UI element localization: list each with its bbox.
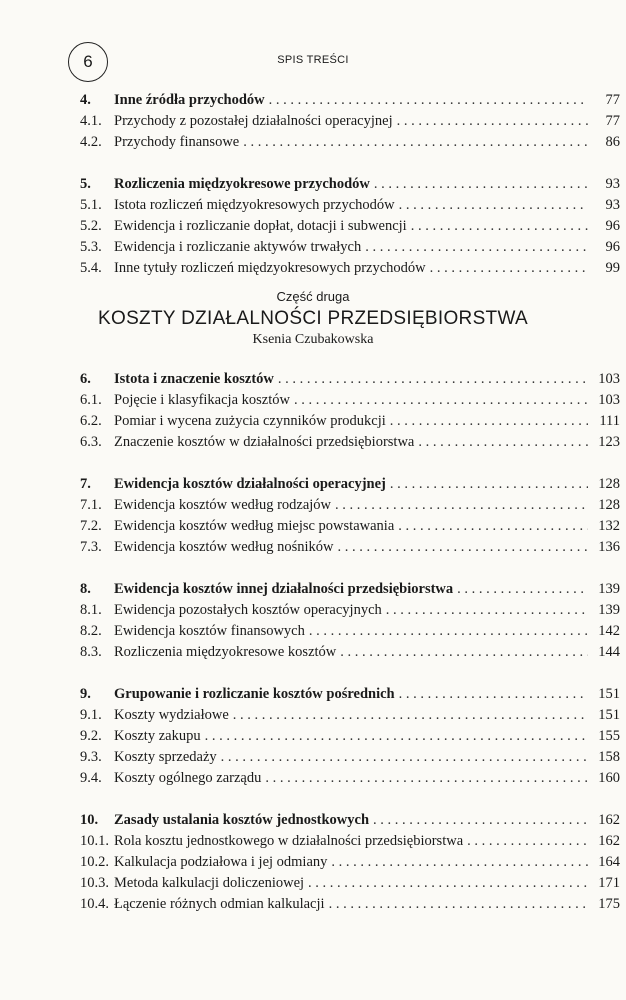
entry-number: 5.4. [80, 260, 102, 276]
entry-page: 151 [598, 707, 620, 723]
dot-leader [335, 495, 588, 516]
entry-page: 86 [605, 134, 620, 150]
entry-page: 93 [605, 176, 620, 192]
toc-subsection-entry [80, 768, 620, 789]
entry-number: 9.1. [80, 707, 102, 723]
toc-subsection-entry [80, 390, 620, 411]
entry-title: Ewidencja pozostałych kosztów operacyjnych [114, 602, 382, 618]
entry-page: 162 [598, 833, 620, 849]
dot-leader [399, 195, 588, 216]
dot-leader [398, 516, 588, 537]
dot-leader [331, 852, 588, 873]
spacer [80, 663, 620, 684]
toc-subsection-entry [80, 237, 620, 258]
dot-leader [337, 537, 588, 558]
part-label: Część druga [276, 289, 350, 304]
toc-subsection-entry [80, 258, 620, 279]
entry-number: 10.2. [80, 854, 109, 870]
spacer [80, 153, 620, 174]
entry-number: 7. [80, 476, 91, 492]
entry-number: 5.1. [80, 197, 102, 213]
toc-chapter-entry [80, 579, 620, 600]
dot-leader [457, 579, 588, 600]
entry-title: Ewidencja kosztów finansowych [114, 623, 305, 639]
entry-number: 10.3. [80, 875, 109, 891]
dot-leader [308, 873, 588, 894]
entry-page: 132 [598, 518, 620, 534]
part-title: KOSZTY DZIAŁALNOŚCI PRZEDSIĘBIORSTWA [98, 308, 528, 329]
entry-title: Koszty wydziałowe [114, 707, 229, 723]
entry-title: Zasady ustalania kosztów jednostkowych [114, 812, 370, 828]
entry-number: 8. [80, 581, 91, 597]
entry-title: Koszty zakupu [114, 728, 201, 744]
spacer [80, 453, 620, 474]
dot-leader [340, 642, 588, 663]
entry-title: Ewidencja kosztów działalności operacyjnej [114, 476, 386, 492]
entry-page: 160 [598, 770, 620, 786]
dot-leader [390, 411, 588, 432]
dot-leader [294, 390, 588, 411]
toc-part-two-sections [80, 369, 620, 915]
entry-number: 5.3. [80, 239, 102, 255]
dot-leader [233, 705, 588, 726]
toc-subsection-entry [80, 873, 620, 894]
entry-page: 175 [598, 896, 620, 912]
toc-subsection-entry [80, 831, 620, 852]
entry-title: Rola kosztu jednostkowego w działalności przedsiębiorstwa [114, 833, 464, 849]
entry-page: 99 [605, 260, 620, 276]
entry-title: Metoda kalkulacji doliczeniowej [114, 875, 305, 891]
entry-number: 9.4. [80, 770, 102, 786]
entry-title: Rozliczenia międzyokresowe przychodów [114, 176, 370, 192]
entry-page: 171 [598, 875, 620, 891]
entry-title: Przychody z pozostałej działalności operacyjnej [114, 113, 393, 129]
dot-leader [386, 600, 588, 621]
entry-title: Pojęcie i klasyfikacja kosztów [114, 392, 290, 408]
dot-leader [411, 216, 588, 237]
toc-subsection-entry [80, 216, 620, 237]
entry-number: 9.2. [80, 728, 102, 744]
entry-title: Pomiar i wycena zużycia czynników produkcji [114, 413, 386, 429]
entry-page: 144 [598, 644, 620, 660]
table-of-contents [80, 90, 620, 915]
entry-page: 77 [605, 113, 620, 129]
toc-subsection-entry [80, 621, 620, 642]
entry-number: 4.1. [80, 113, 102, 129]
entry-number: 5.2. [80, 218, 102, 234]
dot-leader [205, 726, 588, 747]
entry-number: 10.4. [80, 896, 109, 912]
entry-title: Inne tytuły rozliczeń międzyokresowych przychodów [114, 260, 426, 276]
entry-number: 4. [80, 92, 91, 108]
entry-title: Znaczenie kosztów w działalności przedsiębiorstwa [114, 434, 415, 450]
entry-page: 136 [598, 539, 620, 555]
entry-title: Rozliczenia międzyokresowe kosztów [114, 644, 337, 660]
toc-part-one-sections [80, 90, 620, 279]
dot-leader [418, 432, 588, 453]
entry-title: Przychody finansowe [114, 134, 240, 150]
dot-leader [265, 768, 588, 789]
entry-title: Ewidencja i rozliczanie dopłat, dotacji i subwencji [114, 218, 407, 234]
dot-leader [329, 894, 588, 915]
entry-page: 164 [598, 854, 620, 870]
part-author: Ksenia Czubakowska [252, 332, 374, 347]
entry-number: 7.2. [80, 518, 102, 534]
toc-subsection-entry [80, 111, 620, 132]
entry-title: Ewidencja kosztów innej działalności przedsiębiorstwa [114, 581, 454, 597]
entry-title: Ewidencja kosztów według miejsc powstawania [114, 518, 395, 534]
entry-number: 10.1. [80, 833, 109, 849]
part-heading [0, 289, 626, 348]
entry-page: 111 [599, 413, 620, 429]
toc-subsection-entry [80, 705, 620, 726]
entry-page: 103 [598, 392, 620, 408]
entry-title: Koszty ogólnego zarządu [114, 770, 262, 786]
toc-subsection-entry [80, 894, 620, 915]
entry-page: 142 [598, 623, 620, 639]
entry-number: 6. [80, 371, 91, 387]
dot-leader [278, 369, 588, 390]
entry-page: 139 [598, 581, 620, 597]
entry-number: 10. [80, 812, 99, 828]
dot-leader [430, 258, 588, 279]
entry-number: 9. [80, 686, 91, 702]
entry-title: Grupowanie i rozliczanie kosztów pośrednich [114, 686, 395, 702]
entry-page: 155 [598, 728, 620, 744]
entry-number: 8.1. [80, 602, 102, 618]
toc-subsection-entry [80, 537, 620, 558]
dot-leader [399, 684, 588, 705]
dot-leader [397, 111, 588, 132]
entry-number: 8.3. [80, 644, 102, 660]
page-number: 6 [68, 42, 108, 82]
entry-number: 7.1. [80, 497, 102, 513]
entry-number: 7.3. [80, 539, 102, 555]
dot-leader [365, 237, 588, 258]
toc-subsection-entry [80, 195, 620, 216]
spacer [80, 789, 620, 810]
toc-subsection-entry [80, 516, 620, 537]
entry-title: Istota i znaczenie kosztów [114, 371, 274, 387]
entry-number: 8.2. [80, 623, 102, 639]
toc-subsection-entry [80, 726, 620, 747]
entry-title: Ewidencja kosztów według rodzajów [114, 497, 332, 513]
dot-leader [309, 621, 588, 642]
toc-subsection-entry [80, 747, 620, 768]
entry-page: 139 [598, 602, 620, 618]
entry-title: Łączenie różnych odmian kalkulacji [114, 896, 325, 912]
entry-title: Inne źródła przychodów [114, 92, 265, 108]
entry-title: Ewidencja i rozliczanie aktywów trwałych [114, 239, 362, 255]
entry-title: Istota rozliczeń międzyokresowych przychodów [114, 197, 395, 213]
toc-chapter-entry [80, 684, 620, 705]
dot-leader [269, 90, 588, 111]
toc-subsection-entry [80, 600, 620, 621]
entry-number: 6.3. [80, 434, 102, 450]
dot-leader [373, 810, 588, 831]
entry-page: 123 [598, 434, 620, 450]
entry-number: 6.2. [80, 413, 102, 429]
toc-chapter-entry [80, 810, 620, 831]
entry-page: 96 [605, 218, 620, 234]
toc-subsection-entry [80, 852, 620, 873]
entry-page: 77 [605, 92, 620, 108]
entry-title: Koszty sprzedaży [114, 749, 217, 765]
entry-number: 4.2. [80, 134, 102, 150]
toc-chapter-entry [80, 174, 620, 195]
toc-chapter-entry [80, 474, 620, 495]
entry-page: 96 [605, 239, 620, 255]
dot-leader [221, 747, 588, 768]
toc-subsection-entry [80, 132, 620, 153]
running-head: SPIS TREŚCI [277, 54, 349, 66]
spacer [80, 558, 620, 579]
entry-page: 162 [598, 812, 620, 828]
entry-number: 5. [80, 176, 91, 192]
toc-subsection-entry [80, 432, 620, 453]
toc-subsection-entry [80, 642, 620, 663]
entry-title: Ewidencja kosztów według nośników [114, 539, 334, 555]
spacer [80, 348, 620, 369]
toc-subsection-entry [80, 495, 620, 516]
toc-chapter-entry [80, 90, 620, 111]
entry-number: 6.1. [80, 392, 102, 408]
entry-page: 128 [598, 476, 620, 492]
entry-page: 103 [598, 371, 620, 387]
entry-number: 9.3. [80, 749, 102, 765]
toc-subsection-entry [80, 411, 620, 432]
toc-chapter-entry [80, 369, 620, 390]
entry-title: Kalkulacja podziałowa i jej odmiany [114, 854, 328, 870]
entry-page: 151 [598, 686, 620, 702]
dot-leader [374, 174, 588, 195]
dot-leader [243, 132, 588, 153]
entry-page: 93 [605, 197, 620, 213]
entry-page: 128 [598, 497, 620, 513]
dot-leader [390, 474, 588, 495]
entry-page: 158 [598, 749, 620, 765]
dot-leader [467, 831, 588, 852]
